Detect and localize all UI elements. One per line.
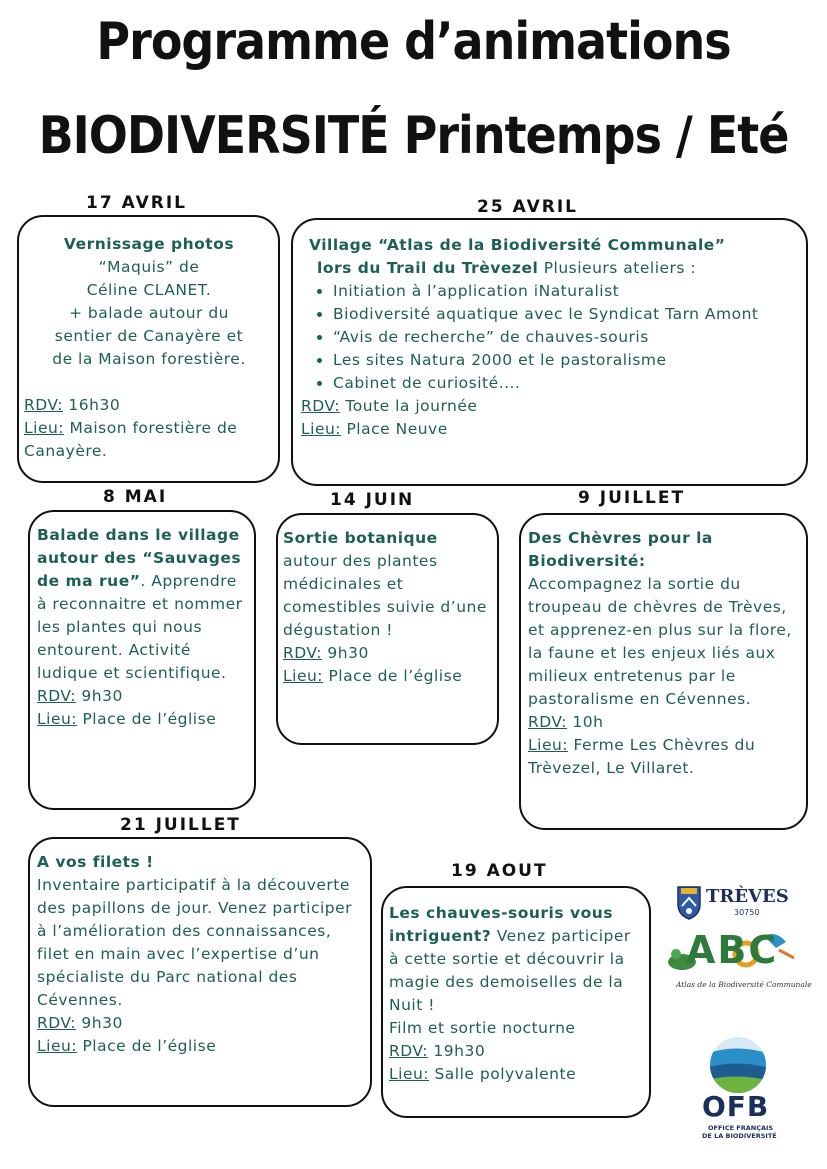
coat-of-arms-icon <box>676 884 702 920</box>
event-text: Film et sortie nocturne <box>389 1019 576 1037</box>
event-card-sauvages <box>28 510 256 810</box>
ofb-subtitle-2: DE LA BIODIVERSITÉ <box>702 1132 777 1140</box>
rdv-label: RDV: <box>37 687 76 705</box>
lieu-label: Lieu: <box>301 420 342 438</box>
event-card-chauves-souris <box>381 886 651 1118</box>
ofb-subtitle-1: OFFICE FRANÇAIS <box>708 1124 774 1132</box>
ofb-logo <box>696 1034 786 1146</box>
event-heading: A vos filets ! <box>37 853 154 871</box>
lieu-place: Salle polyvalente <box>429 1065 577 1083</box>
event-heading: Les chauves-souris vous intriguent? <box>389 904 614 945</box>
event-date: 21 JUILLET <box>120 815 241 835</box>
lieu-label: Lieu: <box>528 736 569 754</box>
event-heading: Sortie botanique <box>283 529 438 547</box>
event-text: . Apprendre à reconnaitre et nommer les plantes qui nous entourent. Activité ludique et scientifique. <box>37 572 243 682</box>
event-heading: Balade dans le village autour des “Sauvages de ma rue” <box>37 526 242 590</box>
event-text: Céline CLANET. <box>86 281 212 299</box>
ofb-emblem-icon <box>696 1034 786 1094</box>
event-date: 25 AVRIL <box>477 197 578 217</box>
abc-text: ABC <box>686 928 779 972</box>
treves-code: 30750 <box>734 908 760 917</box>
rdv-label: RDV: <box>389 1042 428 1060</box>
lieu-label: Lieu: <box>37 710 78 728</box>
workshop-list <box>301 280 800 395</box>
event-text: sentier de Canayère et <box>54 327 244 345</box>
rdv-time: 10h <box>567 713 604 731</box>
ofb-text: OFB <box>702 1090 770 1123</box>
lieu-label: Lieu: <box>389 1065 430 1083</box>
lieu-place: Ferme Les Chèvres du Trèvezel, Le Villaret. <box>528 736 756 777</box>
abc-logo <box>664 928 812 994</box>
lieu-place: Place de l’église <box>77 1037 217 1055</box>
event-heading: Vernissage photos <box>63 235 235 253</box>
list-item: • Cabinet de curiosité.... <box>333 372 800 395</box>
abc-subtitle: Atlas de la Biodiversité Communale <box>676 980 812 989</box>
event-card-papillons <box>28 837 372 1107</box>
event-heading: lors du Trail du Trèvezel <box>317 259 539 277</box>
event-date: 14 JUIN <box>330 490 415 510</box>
event-text: de la Maison forestière. <box>52 350 246 368</box>
event-card-village-abc <box>291 218 808 486</box>
lieu-label: Lieu: <box>37 1037 78 1055</box>
rdv-time: 9h30 <box>322 644 369 662</box>
rdv-time: 9h30 <box>76 1014 123 1032</box>
event-heading: Village “Atlas de la Biodiversité Communale” <box>309 236 726 254</box>
lieu-place: Place de l’église <box>77 710 217 728</box>
event-text: Inventaire participatif à la découverte des papillons de jour. Venez participer à l’amélioration des connaissances, filet en main avec l’expertise d’un spécialiste du Parc national des Cévennes. <box>37 876 353 1009</box>
list-item: • Les sites Natura 2000 et le pastoralisme <box>333 349 800 372</box>
rdv-label: RDV: <box>37 1014 76 1032</box>
event-card-vernissage <box>17 215 280 483</box>
lieu-place: Place de l’église <box>323 667 463 685</box>
list-item: • “Avis de recherche” de chauves-souris <box>333 326 800 349</box>
rdv-time: 9h30 <box>76 687 123 705</box>
event-text: “Maquis” de <box>98 258 200 276</box>
event-card-chevres <box>519 513 808 830</box>
lieu-place: Maison forestière de Canayère. <box>24 419 238 460</box>
list-item: • Biodiversité aquatique avec le Syndicat Tarn Amont <box>333 303 800 326</box>
event-date: 8 MAI <box>103 487 168 507</box>
event-text: Accompagnez la sortie du troupeau de chèvres de Trèves, et apprenez-en plus sur la flore, la faune et les enjeux liés aux milieux entretenus par le pastoralisme en Cévennes. <box>528 575 792 708</box>
event-date: 17 AVRIL <box>86 193 187 213</box>
list-item: • Initiation à l’application iNaturalist <box>333 280 800 303</box>
event-heading: Des Chèvres pour la Biodiversité: <box>528 529 713 570</box>
event-text: + balade autour du <box>68 304 230 322</box>
rdv-time: 16h30 <box>63 396 121 414</box>
title-line-2: BIODIVERSITÉ Printemps / Eté <box>38 104 789 166</box>
treves-name: TRÈVES <box>706 886 789 907</box>
treves-logo <box>676 884 789 924</box>
rdv-label: RDV: <box>528 713 567 731</box>
rdv-time: Toute la journée <box>340 397 478 415</box>
event-text: Venez participer à cette sortie et découvrir la magie des demoiselles de la Nuit ! <box>389 927 631 1014</box>
rdv-label: RDV: <box>283 644 322 662</box>
lieu-place: Place Neuve <box>341 420 448 438</box>
lieu-label: Lieu: <box>24 419 65 437</box>
title-line-1: Programme d’animations <box>96 10 731 72</box>
event-date: 19 AOUT <box>451 861 548 881</box>
event-card-botanique <box>276 513 499 745</box>
rdv-time: 19h30 <box>428 1042 486 1060</box>
rdv-label: RDV: <box>24 396 63 414</box>
event-date: 9 JUILLET <box>578 488 686 508</box>
event-text: autour des plantes médicinales et comestibles suivie d’une dégustation ! <box>283 552 487 639</box>
event-text: Plusieurs ateliers : <box>538 259 697 277</box>
lieu-label: Lieu: <box>283 667 324 685</box>
rdv-label: RDV: <box>301 397 340 415</box>
